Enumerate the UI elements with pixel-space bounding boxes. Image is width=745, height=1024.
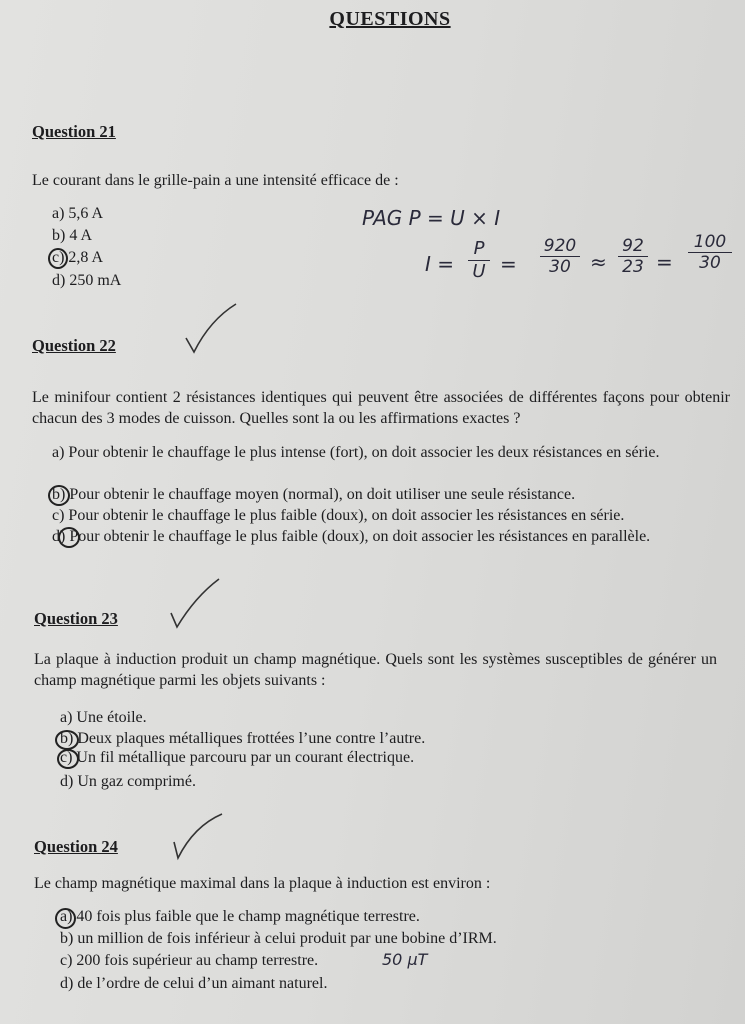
question-23-option-b: b) Deux plaques métalliques frottées l’une contre l’autre. [60,730,426,747]
question-22-option-b: b) Pour obtenir le chauffage moyen (normal), on doit utiliser une seule résistance. [52,486,576,503]
question-23-option-d: d) Un gaz comprimé. [60,773,196,790]
question-24-option-c: c) 200 fois supérieur au champ terrestre. [60,952,319,969]
question-21-heading: Question 21 [32,122,116,141]
handwritten-fraction: 920 30 [540,236,580,277]
handwritten-formula: PAG P = U × I [362,206,501,230]
handwritten-lhs: I = [425,252,455,276]
question-24-option-a: a) 40 fois plus faible que le champ magnétique terrestre. [60,908,420,925]
question-23-heading: Question 23 [34,609,118,628]
handwritten-equals: = [500,252,517,276]
question-24-heading: Question 24 [34,837,118,856]
question-21-option-a: a) 5,6 A [52,205,104,222]
handwritten-fraction: P U [468,238,490,283]
question-24-option-d: d) de l’ordre de celui d’un aimant naturel. [60,975,328,992]
check-mark-icon [168,810,228,865]
question-24-text: Le champ magnétique maximal dans la plaque à induction est environ : [34,875,491,892]
question-24-option-b: b) un million de fois inférieur à celui produit par une bobine d’IRM. [60,930,497,947]
handwritten-approx: ≈ [590,250,607,274]
question-22-heading: Question 22 [32,336,116,355]
question-23-text: La plaque à induction produit un champ magnétique. Quels sont les systèmes susceptibles de générer un champ magnétique parmi les objets suivants : [34,651,717,689]
handwritten-fraction: 100 30 [688,232,732,273]
question-21-option-b: b) 4 A [52,227,92,244]
circle-mark [48,485,70,506]
question-23-option-c: c) Un fil métallique parcouru par un courant électrique. [60,749,415,766]
question-22-option-c: c) Pour obtenir le chauffage le plus faible (doux), on doit associer les résistances en série. [52,507,625,524]
question-22-option-d: d) Pour obtenir le chauffage le plus faible (doux), on doit associer les résistances en parallèle. [52,528,651,545]
handwritten-equals: = [656,250,673,274]
question-21-option-c: c) 2,8 A [52,249,104,266]
circle-mark [55,908,76,929]
handwritten-note: 50 µT [382,950,428,969]
question-22-option-a: a) Pour obtenir le chauffage le plus intense (fort), on doit associer les deux résistances en série. [52,444,660,461]
circle-mark [58,527,80,548]
page-title: QUESTIONS [329,8,451,30]
check-mark-icon [165,575,225,635]
question-21-text: Le courant dans le grille-pain a une intensité efficace de : [32,172,399,189]
handwritten-fraction: 92 23 [618,236,648,277]
circle-mark [48,248,68,269]
circle-mark [55,730,79,750]
circle-mark [57,749,79,769]
question-23-option-a: a) Une étoile. [60,709,147,726]
question-21-option-d: d) 250 mA [52,272,122,289]
question-22-text: Le minifour contient 2 résistances identiques qui peuvent être associées de différentes façons pour obtenir chacun des 3 modes de cuisson. Quelles sont la ou les affirmations exactes ? [32,389,730,427]
check-mark-icon [180,300,240,360]
